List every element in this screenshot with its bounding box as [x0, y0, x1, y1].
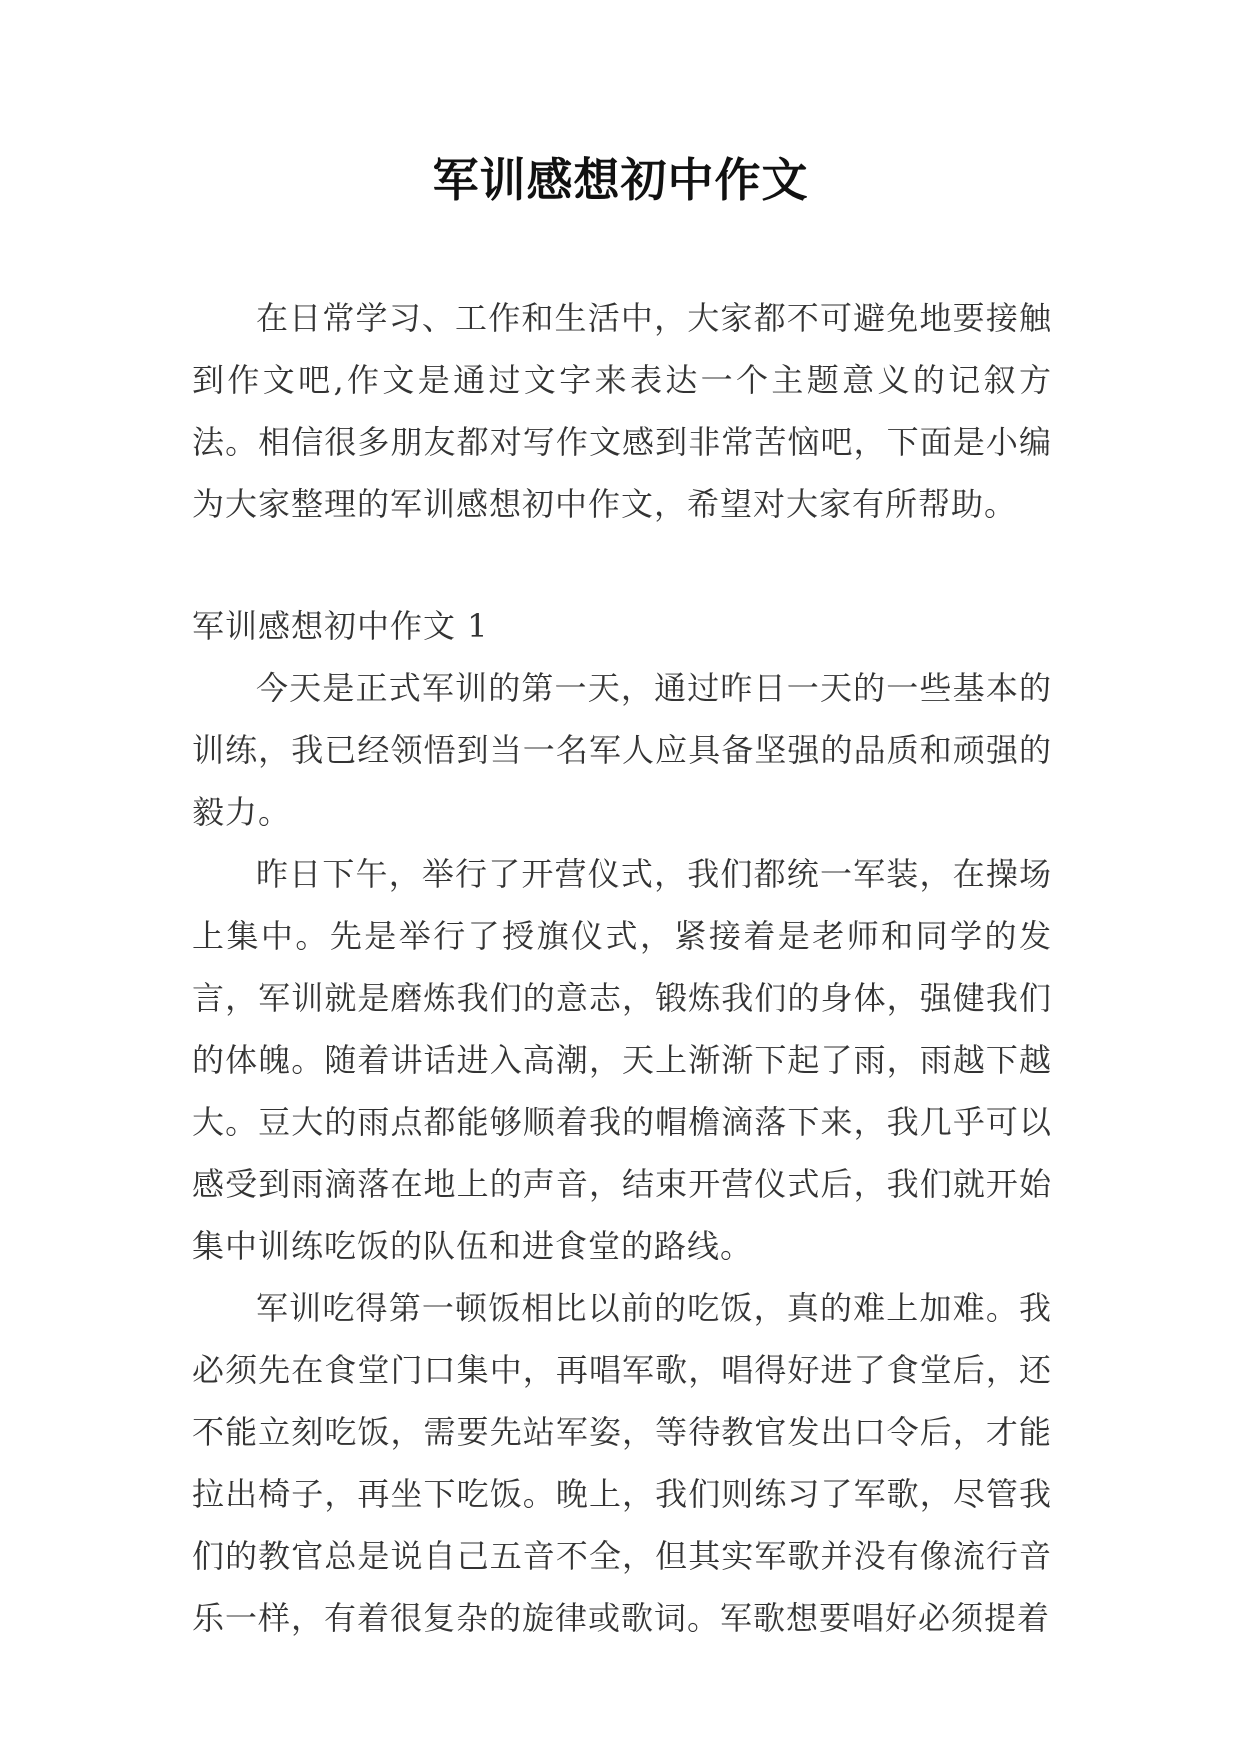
intro-paragraph: 在日常学习、工作和生活中，大家都不可避免地要接触到作文吧,作文是通过文字来表达一个主题意义的记叙方法。相信很多朋友都对写作文感到非常苦恼吧，下面是小编为大家整理的军训感想初中作文，希望对大家有所帮助。 — [192, 299, 1052, 523]
section-heading: 军训感想初中作文 1 — [192, 607, 489, 645]
document-title: 军训感想初中作文 — [432, 153, 809, 207]
body-paragraph-2: 昨日下午，举行了开营仪式，我们都统一军装，在操场上集中。先是举行了授旗仪式，紧接着是老师和同学的发言，军训就是磨炼我们的意志，锻炼我们的身体，强健我们的体魄。随着讲话进入高潮，天上渐渐下起了雨，雨越下越大。豆大的雨点都能够顺着我的帽檐滴落下来，我几乎可以感受到雨滴落在地上的声音，结束开营仪式后，我们就开始集中训练吃饭的队伍和进食堂的路线。 — [192, 855, 1052, 1265]
body-paragraph-3: 军训吃得第一顿饭相比以前的吃饭，真的难上加难。我必须先在食堂门口集中，再唱军歌，唱得好进了食堂后，还不能立刻吃饭，需要先站军姿，等待教官发出口令后，才能拉出椅子，再坐下吃饭。晚上，我们则练习了军歌，尽管我们的教官总是说自己五音不全，但其实军歌并没有像流行音乐一样，有着很复杂的旋律或歌词。军歌想要唱好必须提着 — [192, 1289, 1052, 1637]
body-paragraph-1: 今天是正式军训的第一天，通过昨日一天的一些基本的训练，我已经领悟到当一名军人应具备坚强的品质和顽强的毅力。 — [192, 669, 1052, 831]
document-body — [192, 287, 1052, 1649]
